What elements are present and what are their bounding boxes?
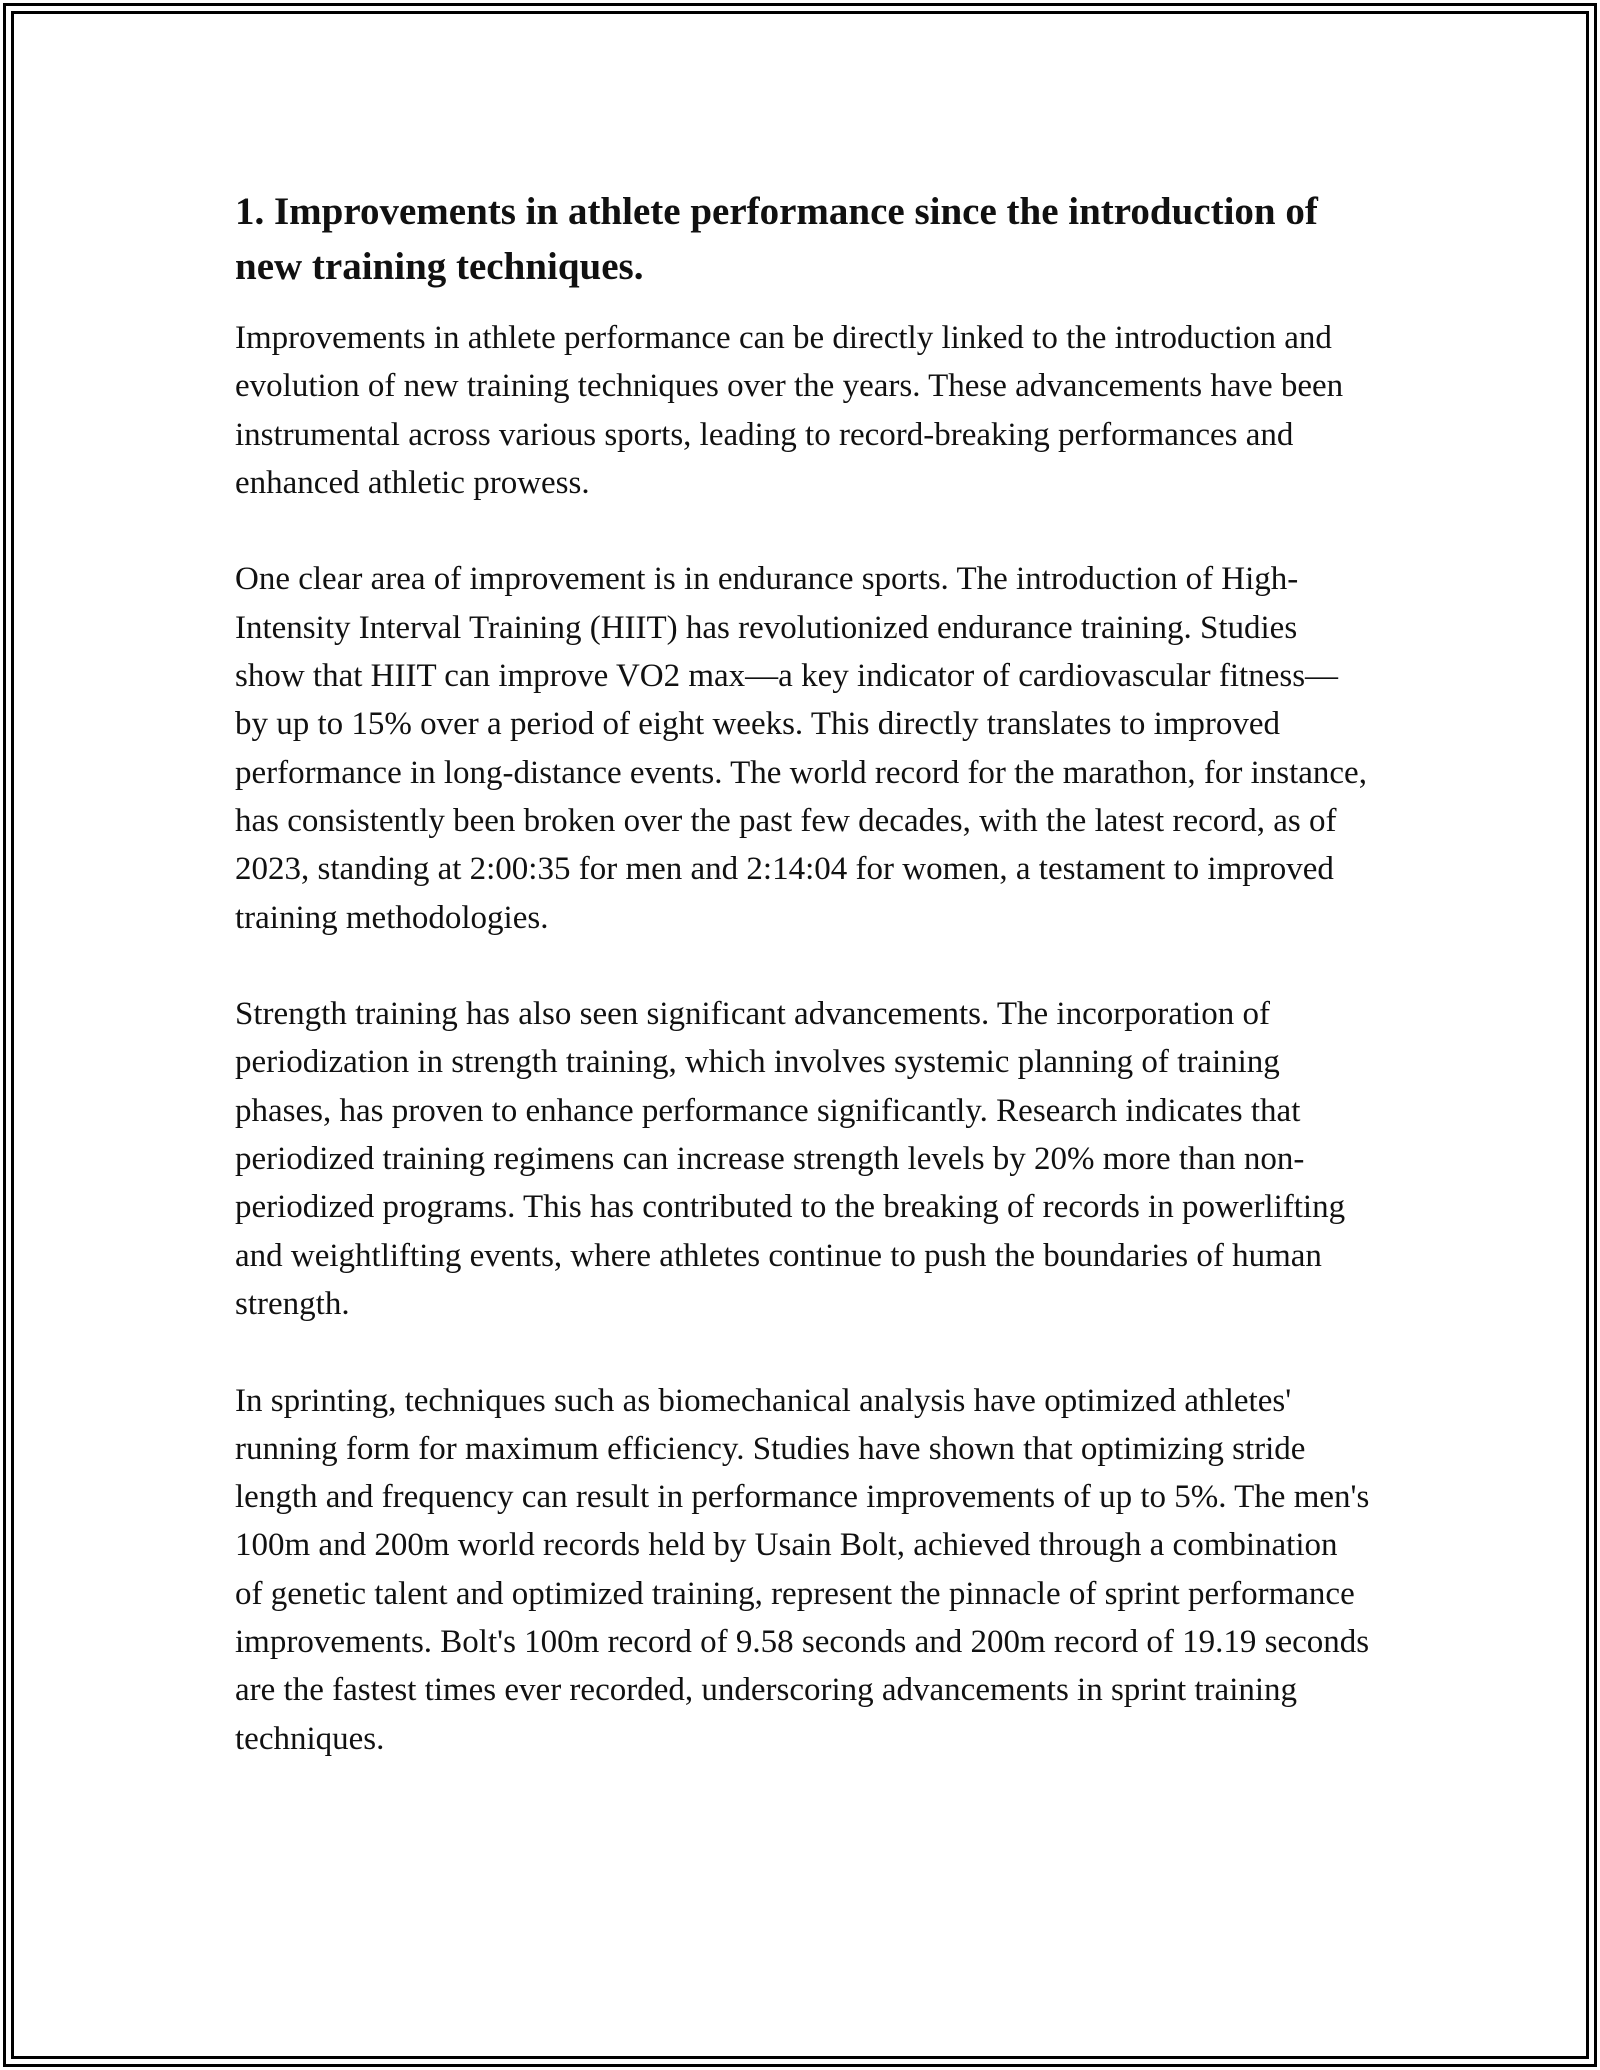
paragraph-strength: Strength training has also seen significant advancements. The incorporation of periodization in strength training, which involves systemic planning of training phases, has proven to enhance performance significantly. Research indicates that periodized training regimens can increase strength levels by 20% more than non-periodized programs. This has contributed to the breaking of records in powerlifting and weightlifting events, where athletes continue to push the boundaries of human strength. [235, 996, 1346, 1322]
section-heading: 1. Improvements in athlete performance since the introduction of new training techniques. [235, 190, 1318, 288]
paragraph-sprinting: In sprinting, techniques such as biomechanical analysis have optimized athletes' running form for maximum efficiency. Studies have shown that optimizing stride length and frequency can result in performance improvements of up to 5%. The men's 100m and 200m world records held by Usain Bolt, achieved through a combination of genetic talent and optimized training, represent the pinnacle of sprint performance improvements. Bolt's 100m record of 9.58 seconds and 200m record of 19.19 seconds are the fastest times ever recorded, underscoring advancements in sprint training techniques. [235, 1382, 1370, 1757]
paragraph-endurance: One clear area of improvement is in endurance sports. The introduction of High-Intensity Interval Training (HIIT) has revolutionized endurance training. Studies show that HIIT can improve VO2 max—a key indicator of cardiovascular fitness—by up to 15% over a period of eight weeks. This directly translates to improved performance in long-distance events. The world record for the marathon, for instance, has consistently been broken over the past few decades, with the latest record, as of 2023, standing at 2:00:35 for men and 2:14:04 for women, a testament to improved training methodologies. [235, 561, 1367, 936]
paragraph-intro: Improvements in athlete performance can be directly linked to the introduction and evolution of new training techniques over the years. These advancements have been instrumental across various sports, leading to record-breaking performances and enhanced athletic prowess. [235, 320, 1344, 501]
document-body [235, 184, 1370, 1763]
